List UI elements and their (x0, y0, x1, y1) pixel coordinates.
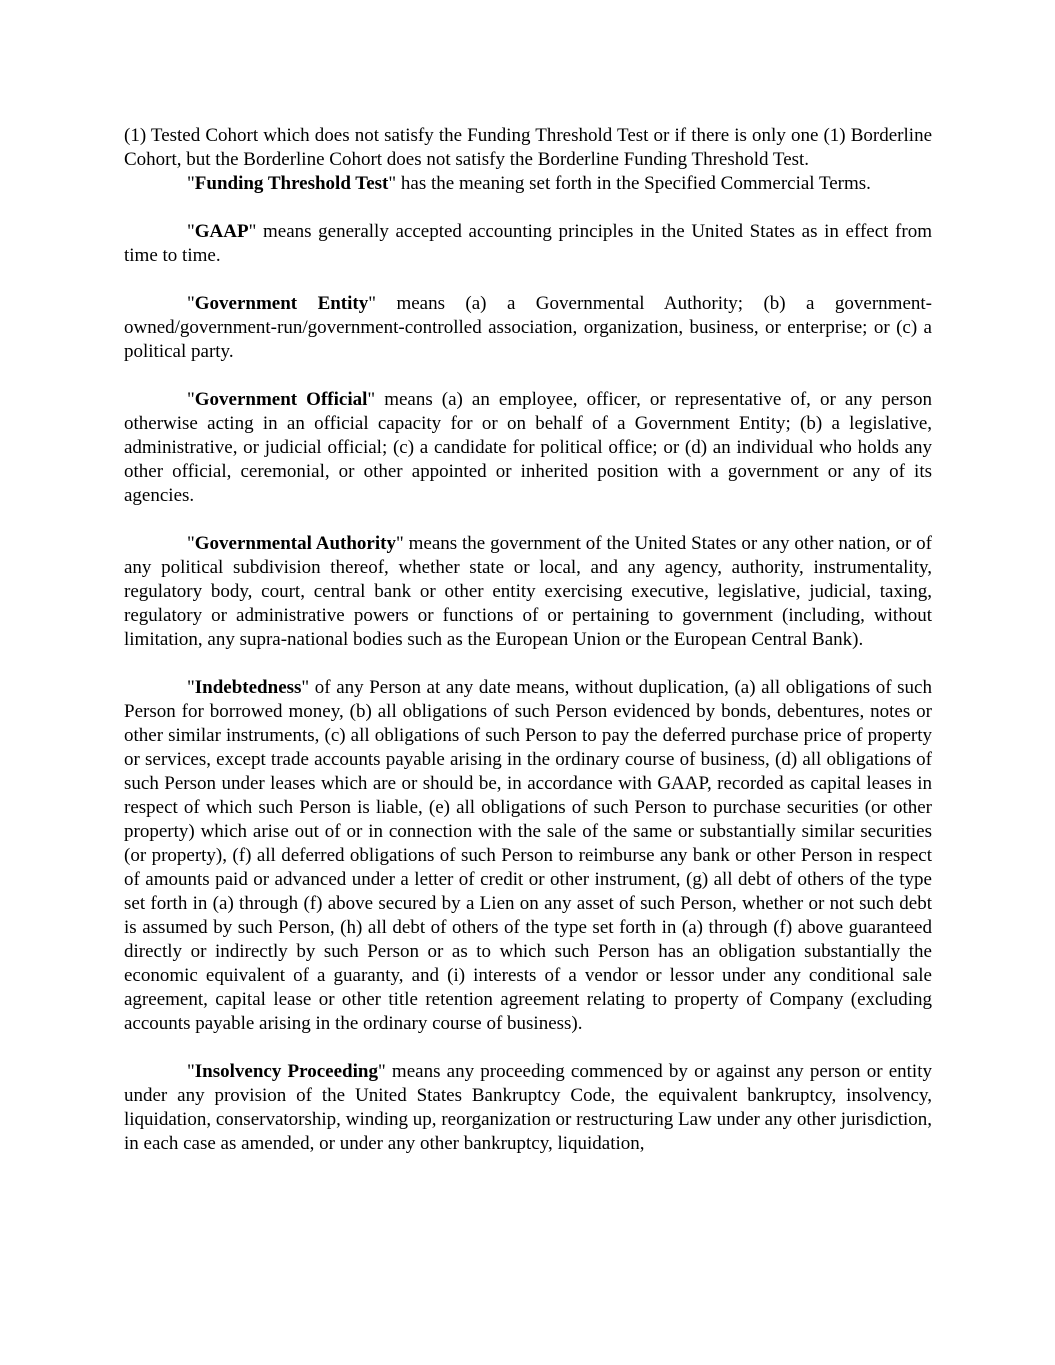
defined-term: Government Official (194, 389, 368, 410)
definition-gaap: "GAAP" means generally accepted accounting principles in the United States as in effect from time to time. (124, 221, 932, 266)
defined-term: Government Entity (194, 293, 369, 314)
definition-text: has the meaning set forth in the Specified Commercial Terms. (396, 173, 871, 194)
definition-governmental-authority: "Governmental Authority" means the government of the United States or any other nation, or of any political subdivision thereof, whether state or local, and any agency, authority, instrumentality, regulatory body, court, central bank or other entity exercising executive, legislative, judicial, taxing, regulatory or administrative powers or functions of or pertaining to government (including, without limitation, any supra-national bodies such as the European Union or the European Central Bank). (124, 533, 932, 650)
definition-insolvency-proceeding: "Insolvency Proceeding" means any proceeding commenced by or against any person or entity under any provision of the United States Bankruptcy Code, the equivalent bankruptcy, insolvency, liquidation, conservatorship, winding up, reorganization or restructuring Law under any other jurisdiction, in each case as amended, or under any other bankruptcy, liquidation, (124, 1061, 932, 1154)
defined-term: GAAP (194, 221, 249, 242)
definition-text: means generally accepted accounting principles in the United States as in effect from time to time. (124, 221, 932, 266)
definition-indebtedness: "Indebtedness" of any Person at any date means, without duplication, (a) all obligations of such Person for borrowed money, (b) all obligations of such Person evidenced by bonds, debentures, notes or other similar instruments, (c) all obligations of such Person to pay the deferred purchase price of property or services, except trade accounts payable arising in the ordinary course of business, (d) all obligations of such Person under leases which are or should be, in accordance with GAAP, recorded as capital leases in respect of which such Person is liable, (e) all obligations of such Person to purchase securities (or other property) which arise out of or in connection with the sale of the same or substantially similar securities (or property), (f) all deferred obligations of such Person to reimburse any bank or other Person in respect of amounts paid or advanced under a letter of credit or other instrument, (g) all debt of others of the type set forth in (a) through (f) above secured by a Lien on any asset of such Person, whether or not such debt is assumed by such Person, (h) all debt of others of the type set forth in (a) through (f) above guaranteed directly or indirectly by such Person or as to which such Person has an obligation substantially the economic equivalent of a guaranty, and (i) interests of a vendor or lessor under any conditional sale agreement, capital lease or other title retention agreement relating to property of Company (excluding accounts payable arising in the ordinary course of business). (124, 677, 932, 1034)
definition-text: means the government of the United States or any other nation, or of any political subdivision thereof, whether state or local, and any agency, authority, instrumentality, regulatory body, court, central bank or other entity exercising executive, legislative, judicial, taxing, regulatory or administrative powers or functions of or pertaining to government (including, without limitation, any supra-national bodies such as the European Union or the European Central Bank). (124, 533, 932, 650)
document-page (124, 124, 932, 1156)
definition-text: of any Person at any date means, without duplication, (a) all obligations of such Person for borrowed money, (b) all obligations of such Person evidenced by bonds, debentures, notes or other similar instruments, (c) all obligations of such Person to pay the deferred purchase price of property or services, except trade accounts payable arising in the ordinary course of business, (d) all obligations of such Person under leases which are or should be, in accordance with GAAP, recorded as capital leases in respect of which such Person is liable, (e) all obligations of such Person to purchase securities (or other property) which arise out of or in connection with the sale of the same or substantially similar securities (or property), (f) all deferred obligations of such Person to reimburse any bank or other Person in respect of amounts paid or advanced under a letter of credit or other instrument, (g) all debt of others of the type set forth in (a) through (f) above secured by a Lien on any asset of such Person, whether or not such debt is assumed by such Person, (h) all debt of others of the type set forth in (a) through (f) above guaranteed directly or indirectly by such Person or as to which such Person has an obligation substantially the economic equivalent of a guaranty, and (i) interests of a vendor or lessor under any conditional sale agreement, capital lease or other title retention agreement relating to property of Company (excluding accounts payable arising in the ordinary course of business). (124, 677, 932, 1034)
defined-term: Indebtedness (194, 677, 302, 698)
definition-text: means (a) an employee, officer, or representative of, or any person otherwise acting in an official capacity for or on behalf of a Government Entity; (b) a legislative, administrative, or judicial official; (c) a candidate for political office; or (d) an individual who holds any other official, ceremonial, or other appointed or inherited position with a government or any of its agencies. (124, 389, 932, 506)
definition-government-entity: "Government Entity" means (a) a Governmental Authority; (b) a government-owned/government-run/government-controlled association, organization, business, or enterprise; or (c) a political party. (124, 293, 932, 362)
definition-funding-threshold-test: "Funding Threshold Test" has the meaning set forth in the Specified Commercial Terms. (187, 173, 871, 194)
definition-text: means any proceeding commenced by or against any person or entity under any provision of the United States Bankruptcy Code, the equivalent bankruptcy, insolvency, liquidation, conservatorship, winding up, reorganization or restructuring Law under any other jurisdiction, in each case as amended, or under any other bankruptcy, liquidation, (124, 1061, 932, 1154)
definition-text: means (a) a Governmental Authority; (b) a government-owned/government-run/government-controlled association, organization, business, or enterprise; or (c) a political party. (124, 293, 932, 362)
defined-term: Funding Threshold Test (194, 173, 389, 194)
defined-term: Insolvency Proceeding (194, 1061, 378, 1082)
defined-term: Governmental Authority (194, 533, 396, 554)
continuation-paragraph: (1) Tested Cohort which does not satisfy the Funding Threshold Test or if there is only one (1) Borderline Cohort, but the Borderline Cohort does not satisfy the Borderline Funding Threshold Test. (124, 125, 932, 170)
definition-government-official: "Government Official" means (a) an employee, officer, or representative of, or any person otherwise acting in an official capacity for or on behalf of a Government Entity; (b) a legislative, administrative, or judicial official; (c) a candidate for political office; or (d) an individual who holds any other official, ceremonial, or other appointed or inherited position with a government or any of its agencies. (124, 389, 932, 506)
